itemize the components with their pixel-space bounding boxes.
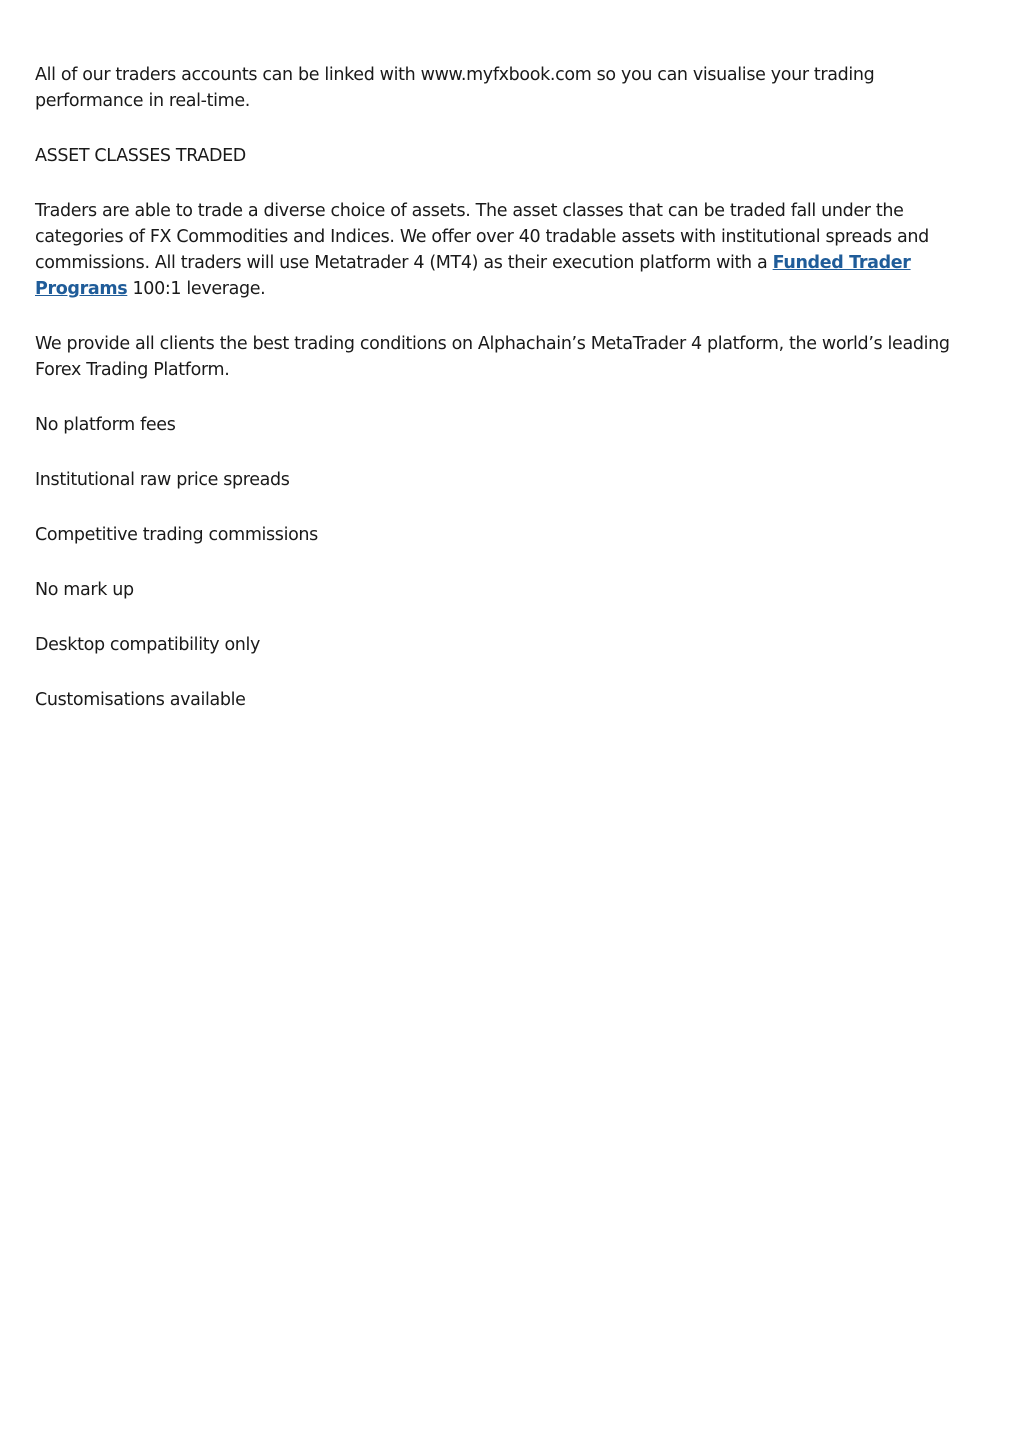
feature-item: Customisations available — [35, 690, 246, 710]
section-heading: ASSET CLASSES TRADED — [35, 146, 246, 166]
feature-item: Institutional raw price spreads — [35, 470, 290, 490]
assets-text-before-link: Traders are able to trade a diverse choice of assets. The asset classes that can be traded fall under the categories of FX Commodities and Indices. We offer over 40 tradable assets with institutional spreads and commissions. All traders will use Metatrader 4 (MT4) as their execution platform with a — [35, 201, 929, 273]
intro-paragraph: All of our traders accounts can be linked with www.myfxbook.com so you can visualise your trading performance in real-time. — [35, 65, 875, 111]
feature-item: No mark up — [35, 580, 134, 600]
document-page — [35, 62, 985, 742]
feature-item: Desktop compatibility only — [35, 635, 261, 655]
feature-item: Competitive trading commissions — [35, 525, 318, 545]
assets-text-after-link: 100:1 leverage. — [127, 279, 266, 299]
assets-paragraph — [35, 198, 985, 302]
funded-trader-programs-link[interactable]: Funded Trader Programs — [35, 253, 911, 299]
feature-item: No platform fees — [35, 415, 176, 435]
conditions-paragraph: We provide all clients the best trading conditions on Alphachain’s MetaTrader 4 platform, the world’s leading Forex Trading Platform. — [35, 334, 950, 380]
